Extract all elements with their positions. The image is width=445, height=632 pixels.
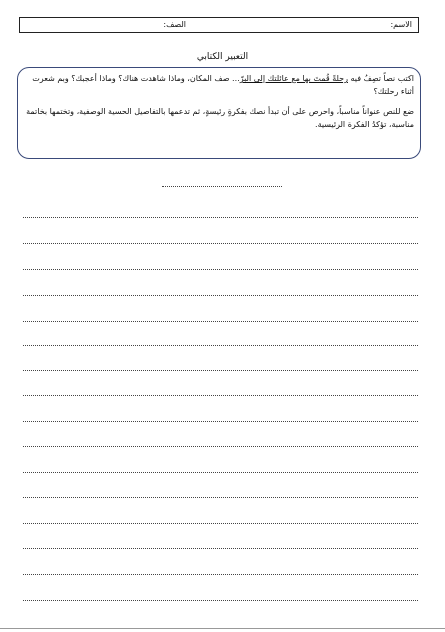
name-label: الاسم:	[390, 20, 412, 29]
writing-line[interactable]	[23, 321, 418, 322]
writing-line[interactable]	[23, 548, 418, 549]
writing-line[interactable]	[23, 600, 418, 601]
instructions-box	[17, 67, 421, 159]
writing-line[interactable]	[23, 446, 418, 447]
writing-line[interactable]	[23, 269, 418, 270]
instruction-paragraph-1	[24, 72, 414, 98]
writing-line[interactable]	[23, 523, 418, 524]
writing-line[interactable]	[23, 395, 418, 396]
writing-line[interactable]	[23, 345, 418, 346]
instruction-underlined-topic: رحلةً قُمتَ بها مع عائلتك إلى البرّ	[239, 74, 348, 83]
writing-line[interactable]	[23, 472, 418, 473]
class-label: الصف:	[163, 20, 186, 29]
writing-line[interactable]	[23, 574, 418, 575]
instruction-text-start: اكتب نصاً تصِفُ فيه	[347, 74, 414, 83]
writing-line[interactable]	[23, 370, 418, 371]
instruction-text-end: ... صف المكان، وماذا شاهدت هناك؟ وماذا أعجبك؟ وبم شعرت أثناء رحلتك؟	[32, 74, 414, 96]
instruction-paragraph-2: ضع للنص عنواناً مناسباً، واحرص على أن تبدأ نصك بفكرةٍ رئيسةٍ، ثم تدعمها بالتفاصيل الحسية الوصفية، وتختمها بخاتمة مناسبة، تؤكدُ الفكرة الرئيسية.	[26, 107, 414, 129]
writing-line[interactable]	[23, 243, 418, 244]
writing-line[interactable]	[23, 421, 418, 422]
writing-line[interactable]	[23, 295, 418, 296]
writing-line[interactable]	[23, 497, 418, 498]
writing-line[interactable]	[23, 217, 418, 218]
student-info-box	[19, 17, 419, 33]
page-bottom-edge	[0, 628, 445, 629]
page-title: التعبير الكتابي	[196, 52, 249, 62]
essay-title-line[interactable]	[162, 186, 282, 187]
